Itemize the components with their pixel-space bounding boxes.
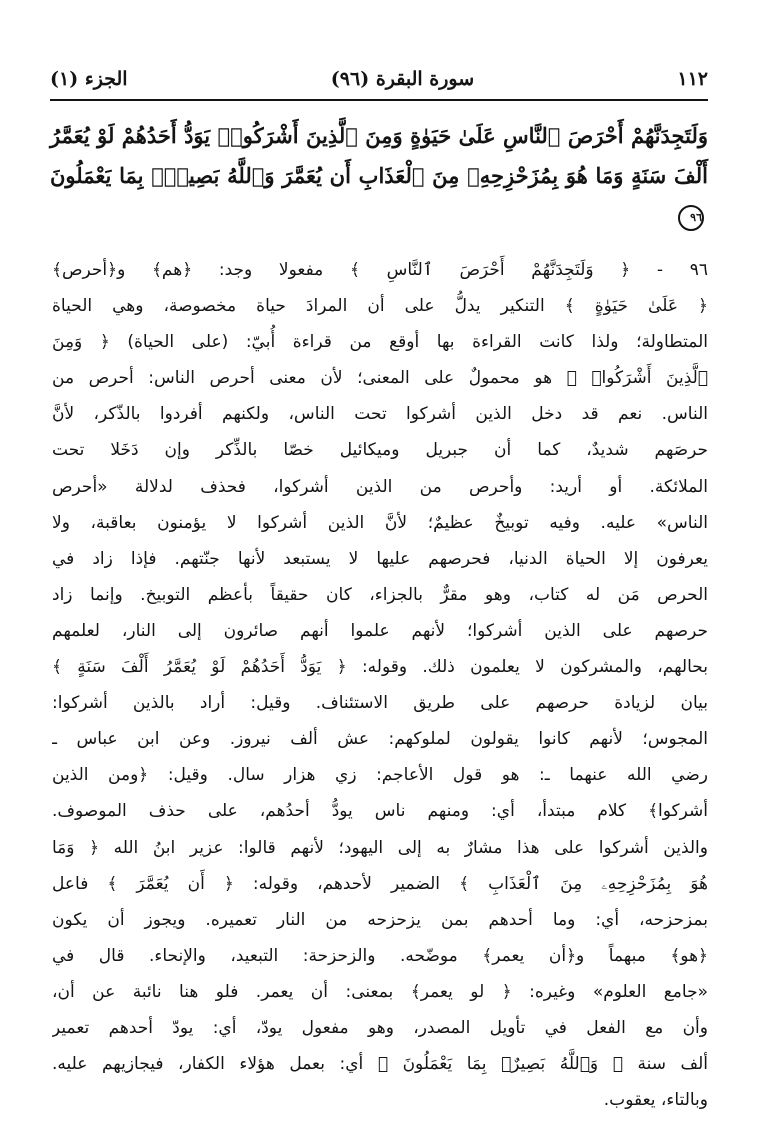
commentary-line: الناس» عليه. وفيه توبيخٌ عظيمٌ؛ لأنَّ الذين أشركوا لا يؤمنون بعاقبة، ولا (52, 512, 708, 533)
commentary-line: يعرفون إلا الحياة الدنيا، فحرصهم عليها لا يستبعد لأنها جنّتهم. فإذا زاد في (52, 548, 708, 569)
quran-verse (50, 116, 708, 224)
commentary-line: ألف سنة ﴿ وَٱللَّهُ بَصِيرٌۢ بِمَا يَعْمَلُونَ ﴾ أي: بعمل هؤلاء الكفار، فيجازيهم عليه. (52, 1054, 708, 1075)
page-header (50, 62, 708, 96)
commentary-line: حرصَهم شديدٌ، كما أن جبريل وميكائيل خصّا بالذِّكر وإن دَخَلا تحت (52, 440, 708, 461)
commentary-line: والذين أشركوا على هذا مشارٌ به إلى اليهود؛ لأنهم قالوا: عزير ابنُ الله ﴿ وَمَا (52, 837, 708, 858)
page-number: ١١٢ (677, 68, 708, 90)
commentary-line: ٱلَّذِينَ أَشْرَكُوا۟ ﴾ هو محمولٌ على المعنى؛ لأن معنى أحرص الناس: أحرص من (52, 368, 708, 389)
verse-text: وَلَتَجِدَنَّهُمْ أَحْرَصَ ٱلنَّاسِ عَلَىٰ حَيَوٰةٍ وَمِنَ ٱلَّذِينَ أَشْرَكُوا۟ يَوَدُّ أَحَدُهُمْ لَوْ يُعَمَّرُ أَلْفَ سَنَةٍ وَمَا هُوَ بِمُزَحْزِحِهِۦ مِنَ ٱلْعَذَابِ أَن يُعَمَّرَ وَٱللَّهُ بَصِيرٌۢ بِمَا يَعْمَلُونَ (50, 123, 708, 188)
commentary-line: ٩٦ - ﴿ وَلَتَجِدَنَّهُمْ أَحْرَصَ ٱلنَّاسِ ﴾ مفعولا وجد: ﴿هم﴾ و﴿أحرص﴾ (52, 260, 708, 280)
commentary-line: المجوس؛ لأنهم كانوا يقولون لملوكهم: عش ألف نيروز. وعن ابن عباس ـ (52, 729, 708, 750)
commentary-line: الملائكة. أو أريد: وأحرص من الذين أشركوا، فحذف لدلالة «أحرص (52, 476, 708, 497)
commentary-line: حرصهم على الذين أشركوا؛ لأنهم علموا أنهم صائرون إلى النار، لعلمهم (52, 620, 708, 641)
commentary-line: وبالتاء، يعقوب. (603, 1090, 708, 1111)
commentary-line: بمزحزحه، أي: وما أحدهم بمن يزحزحه من النار تعميره. ويجوز أن يكون (52, 909, 708, 930)
commentary-line: هُوَ بِمُزَحْزِحِهِۦ مِنَ ٱلْعَذَابِ ﴾ الضمير لأحدهم، وقوله: ﴿ أَن يُعَمَّرَ ﴾ فاعل (52, 873, 708, 894)
header-rule (50, 99, 708, 101)
commentary-line: المتطاولة؛ ولذا كانت القراءة بها أوقع من قراءة أُبيّ: (على الحياة) ﴿ وَمِنَ (52, 332, 708, 353)
commentary-line: ﴿ عَلَىٰ حَيَوٰةٍ ﴾ التنكير يدلُّ على أن المرادَ حياة مخصوصة، وهي الحياة (52, 296, 708, 317)
commentary-line: «جامع العلوم» وغيره: ﴿ لو يعمر﴾ بمعنى: أن يعمر. فلو هنا نائبة عن أن، (52, 981, 708, 1002)
commentary-line: وأن مع الفعل في تأويل المصدر، وهو مفعول يودّ، أي: يودّ أحدهم تعمير (52, 1017, 708, 1038)
commentary-line: ﴿هو﴾ مبهماً و﴿أن يعمر﴾ موضّحه. والزحزحة: التبعيد، والإنحاء. قال في (52, 945, 708, 966)
commentary-line: الحرص مَن له كتاب، وهو مقرٌّ بالجزاء، كان حقيقاً بأعظم التوبيخ. وإنما زاد (52, 584, 708, 605)
juz-label: الجزء (١) (50, 68, 128, 90)
surah-title: سورة البقرة (٩٦) (330, 68, 475, 90)
commentary-line: أشركوا﴾ كلام مبتدأ، أي: ومنهم ناس يودُّ أحدُهم، على حذف الموصوف. (52, 801, 708, 822)
commentary-line: رضي الله عنهما ـ: هو قول الأعاجم: زي هزار سال. وقيل: ﴿ومن الذين (52, 765, 708, 786)
commentary-line: بيان لزيادة حرصهم على طريق الاستئناف. وقيل: أراد بالذين أشركوا: (52, 693, 708, 714)
ayah-number-marker: ٩٦ (678, 205, 704, 231)
commentary-line: بحالهم، والمشركون لا يعلمون ذلك. وقوله: ﴿ يَوَدُّ أَحَدُهُمْ لَوْ يُعَمَّرُ أَلْفَ سَنَةٍ ﴾ (52, 657, 708, 678)
commentary-text (52, 252, 708, 1111)
commentary-line: الناس. نعم قد دخل الذين أشركوا تحت الناس، ولكنهم أفردوا بالذّكر، لأنَّ (52, 404, 708, 425)
